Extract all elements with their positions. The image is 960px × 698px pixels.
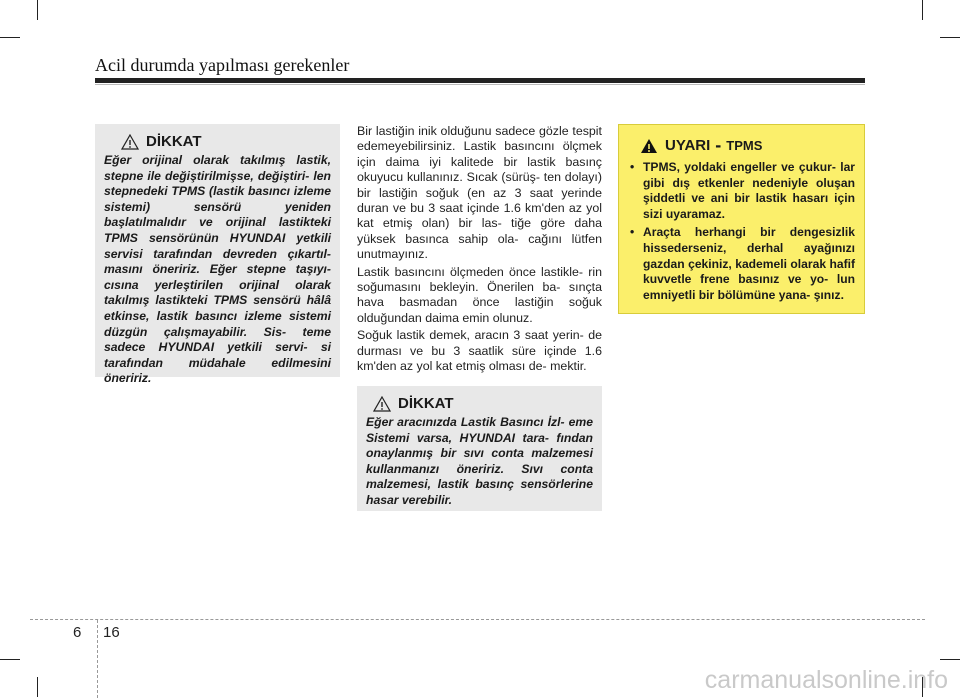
body-paragraph: Lastik basıncını ölçmeden önce lastikle- rin soğumasını bekleyin. Önerilen ba- sınçta hava basmadan önce lastiğin soğuk olduğundan daima emin olunuz.	[357, 264, 602, 325]
warning-box-tpms	[618, 124, 865, 314]
caution-heading: DİKKAT	[398, 395, 454, 412]
warning-heading: UYARI	[665, 137, 711, 154]
warning-triangle-filled-icon	[640, 138, 658, 154]
crop-mark	[940, 659, 960, 660]
warning-triangle-icon	[121, 134, 139, 150]
section-title: Acil durumda yapılması gerekenler	[95, 55, 350, 75]
body-paragraph: Bir lastiğin inik olduğunu sadece gözle tespit edemeyebilirsiniz. Lastik basıncını ölçmek için daima iyi kalitede bir lastik basınç okuyucu kullanınız. Sıcak (sürüş- ten dolayı) bir lastiğin soğuk (en az 3 saat yerinde duran ve bu 3 saat içinde 1.6 km'den az yol kat etmiş olan) bir las- tiğe göre daha yüksek basınca sahip ola- cağını lütfen unutmayınız.	[357, 124, 602, 262]
crop-mark	[0, 659, 20, 660]
caution-text: Eğer aracınızda Lastik Basıncı İzl- eme Sistemi varsa, HYUNDAI tara- fından onaylanmış bir sıvı conta malzemesi kullanmanızı öneririz. Sıvı conta malzemesi, lastik basınç sensörlerine hasar verebilir.	[366, 415, 593, 507]
crop-mark	[37, 0, 38, 20]
caution-heading: DİKKAT	[146, 133, 202, 150]
crop-mark	[922, 0, 923, 20]
crop-mark	[940, 37, 960, 38]
warning-heading-subtitle: TPMS	[726, 138, 763, 153]
warning-bullet-list	[628, 160, 855, 303]
warning-header	[640, 135, 855, 156]
caution-header	[373, 395, 593, 412]
footer-rule	[30, 619, 925, 620]
body-text-column	[357, 124, 602, 377]
caution-text: Eğer orijinal olarak takılmış lastik, stepne ile değiştirilmişse, değiştiri- len stepnedeki TPMS (lastik basıncı izleme sistemi) sensörü yeniden başlatılmalıdır ve orijinal lastikteki TPMS sensörünün HYUNDAI yetkili servisi tarafından devreden çıkartıl- masını öneririz. Eğer stepne taşıyı- cısına yerleştirilen orijinal olarak takılmış lastikteki TPMS sensörü hâlâ etkinse, lastik basıncı izleme sistemi düzgün çalışmayabilir. Sis- teme sadece HYUNDAI yetkili servi- si tarafından müdahale edilmesini öneririz.	[104, 153, 331, 386]
header-rule-thin	[95, 84, 865, 85]
caution-header	[121, 133, 331, 150]
page-number: 16	[103, 624, 120, 641]
crop-mark	[37, 677, 38, 697]
body-paragraph: Soğuk lastik demek, aracın 3 saat yerin- de durması ve bu 3 saatlik süre içinde 1.6 km'den az yol kat etmiş olması de- mektir.	[357, 328, 602, 374]
warning-heading-dash: -	[715, 135, 722, 155]
warning-bullet: • Araçta herhangi bir dengesizlik hissederseniz, derhal ayağınızı gazdan çekiniz, kademeli olarak hafif kuvvetle frene basınız ve yo- lun emniyetli bir bölümüne yana- şınız.	[628, 225, 855, 303]
footer-divider	[97, 620, 98, 698]
warning-bullet: • TPMS, yoldaki engeller ve çukur- lar gibi dış etkenler nedeniyle oluşan şiddetli ve ani bir lastik hasarı için sizi uyaramaz.	[628, 160, 855, 222]
watermark: carmanualsonline.info	[704, 666, 948, 694]
caution-box-left	[95, 124, 340, 386]
caution-box-middle	[357, 386, 602, 511]
chapter-number: 6	[73, 624, 82, 641]
header-rule	[95, 78, 865, 83]
warning-triangle-icon	[373, 396, 391, 412]
crop-mark	[0, 37, 20, 38]
